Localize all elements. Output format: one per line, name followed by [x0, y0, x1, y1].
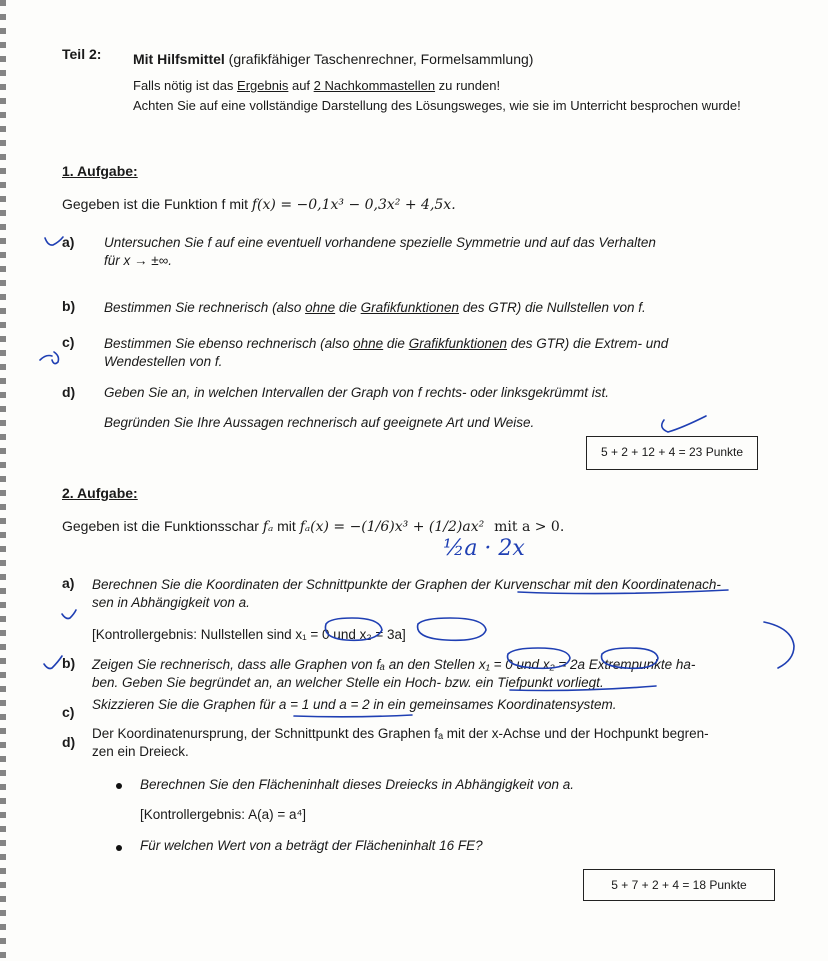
- task1-a-label: a): [62, 234, 75, 250]
- bullet-2: [116, 845, 122, 851]
- task1-b-pre: Bestimmen Sie rechnerisch (also: [104, 300, 306, 315]
- task2-formula: fₐ(x) = −(1/6)x³ + (1/2)ax²: [299, 519, 485, 535]
- task2-bullet1-check: [Kontrollergebnis: A(a) = a⁴]: [140, 807, 307, 822]
- scan-edge: [0, 0, 6, 961]
- task2-d-line2: zen ein Dreieck.: [92, 744, 189, 759]
- task1-heading: 1. Aufgabe:: [62, 163, 138, 179]
- task2-intro-text: Gegeben ist die Funktionsschar: [62, 518, 263, 534]
- task2-c-text: Skizzieren Sie die Graphen für a = 1 und a = 2 in ein gemeinsames Koordinatensystem.: [92, 697, 617, 712]
- task1-intro-text: Gegeben ist die Funktion f mit: [62, 196, 252, 212]
- task1-c-ohne: ohne: [353, 336, 384, 351]
- rounding-pre: Falls nötig ist das: [133, 78, 238, 93]
- task1-b-ohne: ohne: [305, 300, 336, 315]
- task1-points-box: 5 + 2 + 12 + 4 = 23 Punkte: [586, 436, 758, 470]
- header-title-bold: Mit Hilfsmittel: [133, 51, 225, 67]
- task2-a-line1: Berechnen Sie die Koordinaten der Schnittpunkte der Graphen der Kurvenschar mit den Koordinatenach-: [92, 577, 721, 592]
- task2-b-line1: Zeigen Sie rechnerisch, dass alle Graphen von fₐ an den Stellen x₁ = 0 und x₂ = 2a Extrempunkte ha-: [92, 657, 696, 672]
- rounding-ergebnis: Ergebnis: [237, 78, 289, 93]
- task1-c-pre: Bestimmen Sie ebenso rechnerisch (also: [104, 336, 354, 351]
- task2-b-text: [92, 656, 695, 692]
- task2-b-label: b): [62, 655, 76, 671]
- rounding-mid: auf: [288, 78, 314, 93]
- task1-c-mid: die: [383, 336, 409, 351]
- task1-b-post: des GTR) die Nullstellen von f.: [458, 300, 646, 315]
- bullet-1: [116, 783, 122, 789]
- task2-bullet2: Für welchen Wert von a beträgt der Flächeninhalt 16 FE?: [140, 838, 483, 853]
- task1-a-line2: für x → ±∞.: [104, 253, 173, 268]
- circle-x2: [418, 618, 486, 640]
- task1-c-label: c): [62, 334, 75, 350]
- task2-mit: mit: [273, 518, 300, 534]
- task1-intro: [62, 195, 456, 214]
- check-mark-1a: [45, 237, 63, 245]
- task2-a-check: [Kontrollergebnis: Nullstellen sind x₁ = 0 und x₂ = 3a]: [92, 627, 406, 642]
- task2-d-text: [92, 725, 709, 761]
- task1-c-text: [104, 335, 668, 371]
- task1-b-label: b): [62, 298, 76, 314]
- task2-b-line2: ben. Geben Sie begründet an, an welcher Stelle ein Hoch- bzw. ein Tiefpunkt vorliegt.: [92, 675, 604, 690]
- check-mark-2b: [44, 656, 62, 669]
- task1-d-line1: Geben Sie an, in welchen Intervallen der Graph von f rechts- oder linksgekrümmt ist.: [104, 385, 609, 400]
- brace-right: [764, 622, 794, 668]
- task1-d-line2: Begründen Sie Ihre Aussagen rechnerisch auf geeignete Art und Weise.: [104, 415, 535, 430]
- check-mark-1d: [662, 416, 706, 432]
- task1-c-grafik: Grafikfunktionen: [408, 336, 508, 351]
- task2-condition: mit a > 0.: [494, 519, 565, 535]
- rounding-post: zu runden!: [435, 78, 501, 93]
- underline-a-values: [294, 715, 412, 717]
- task2-intro: [62, 517, 564, 536]
- task2-d-label: d): [62, 734, 76, 750]
- rounding-decimals: 2 Nachkommastellen: [313, 78, 436, 93]
- task1-a-line1: Untersuchen Sie f auf eine eventuell vorhandene spezielle Symmetrie und auf das Verhalten: [104, 235, 656, 250]
- teil-label: Teil 2:: [62, 46, 102, 62]
- task1-d-label: d): [62, 384, 76, 400]
- task1-a-text: [104, 234, 656, 270]
- task1-c-post: des GTR) die Extrem- und: [507, 336, 669, 351]
- check-mark-2a: [62, 610, 76, 619]
- annotation-1c: [40, 352, 59, 364]
- task2-a-label: a): [62, 575, 75, 591]
- handwritten-derivative-note: ½a · 2x: [443, 536, 525, 561]
- header-solution-note: Achten Sie auf eine vollständige Darstellung des Lösungsweges, wie sie im Unterricht besprochen wurde!: [133, 98, 741, 113]
- task1-formula: f(x) = −0,1x³ − 0,3x² + 4,5x.: [251, 197, 456, 213]
- task2-points-box: 5 + 7 + 2 + 4 = 18 Punkte: [583, 869, 775, 901]
- header-title-rest: (grafikfähiger Taschenrechner, Formelsammlung): [224, 51, 534, 67]
- task1-b-grafik: Grafikfunktionen: [360, 300, 459, 315]
- task2-c-label: c): [62, 704, 75, 720]
- task2-a-line2: sen in Abhängigkeit von a.: [92, 595, 250, 610]
- task2-a-text: [92, 576, 721, 612]
- task1-b-mid: die: [335, 300, 361, 315]
- header-title: [133, 50, 533, 68]
- task1-c-line2: Wendestellen von f.: [104, 354, 223, 369]
- task2-fa: fₐ: [262, 519, 274, 535]
- task1-d-text: [104, 384, 609, 432]
- header-rounding-note: [133, 77, 500, 95]
- task1-b-text: [104, 299, 646, 317]
- task2-d-line1: Der Koordinatenursprung, der Schnittpunkt des Graphen fₐ mit der x-Achse und der Hochpunkt begren-: [92, 726, 709, 741]
- task2-heading: 2. Aufgabe:: [62, 485, 138, 501]
- task2-bullet1: Berechnen Sie den Flächeninhalt dieses Dreiecks in Abhängigkeit von a.: [140, 777, 575, 792]
